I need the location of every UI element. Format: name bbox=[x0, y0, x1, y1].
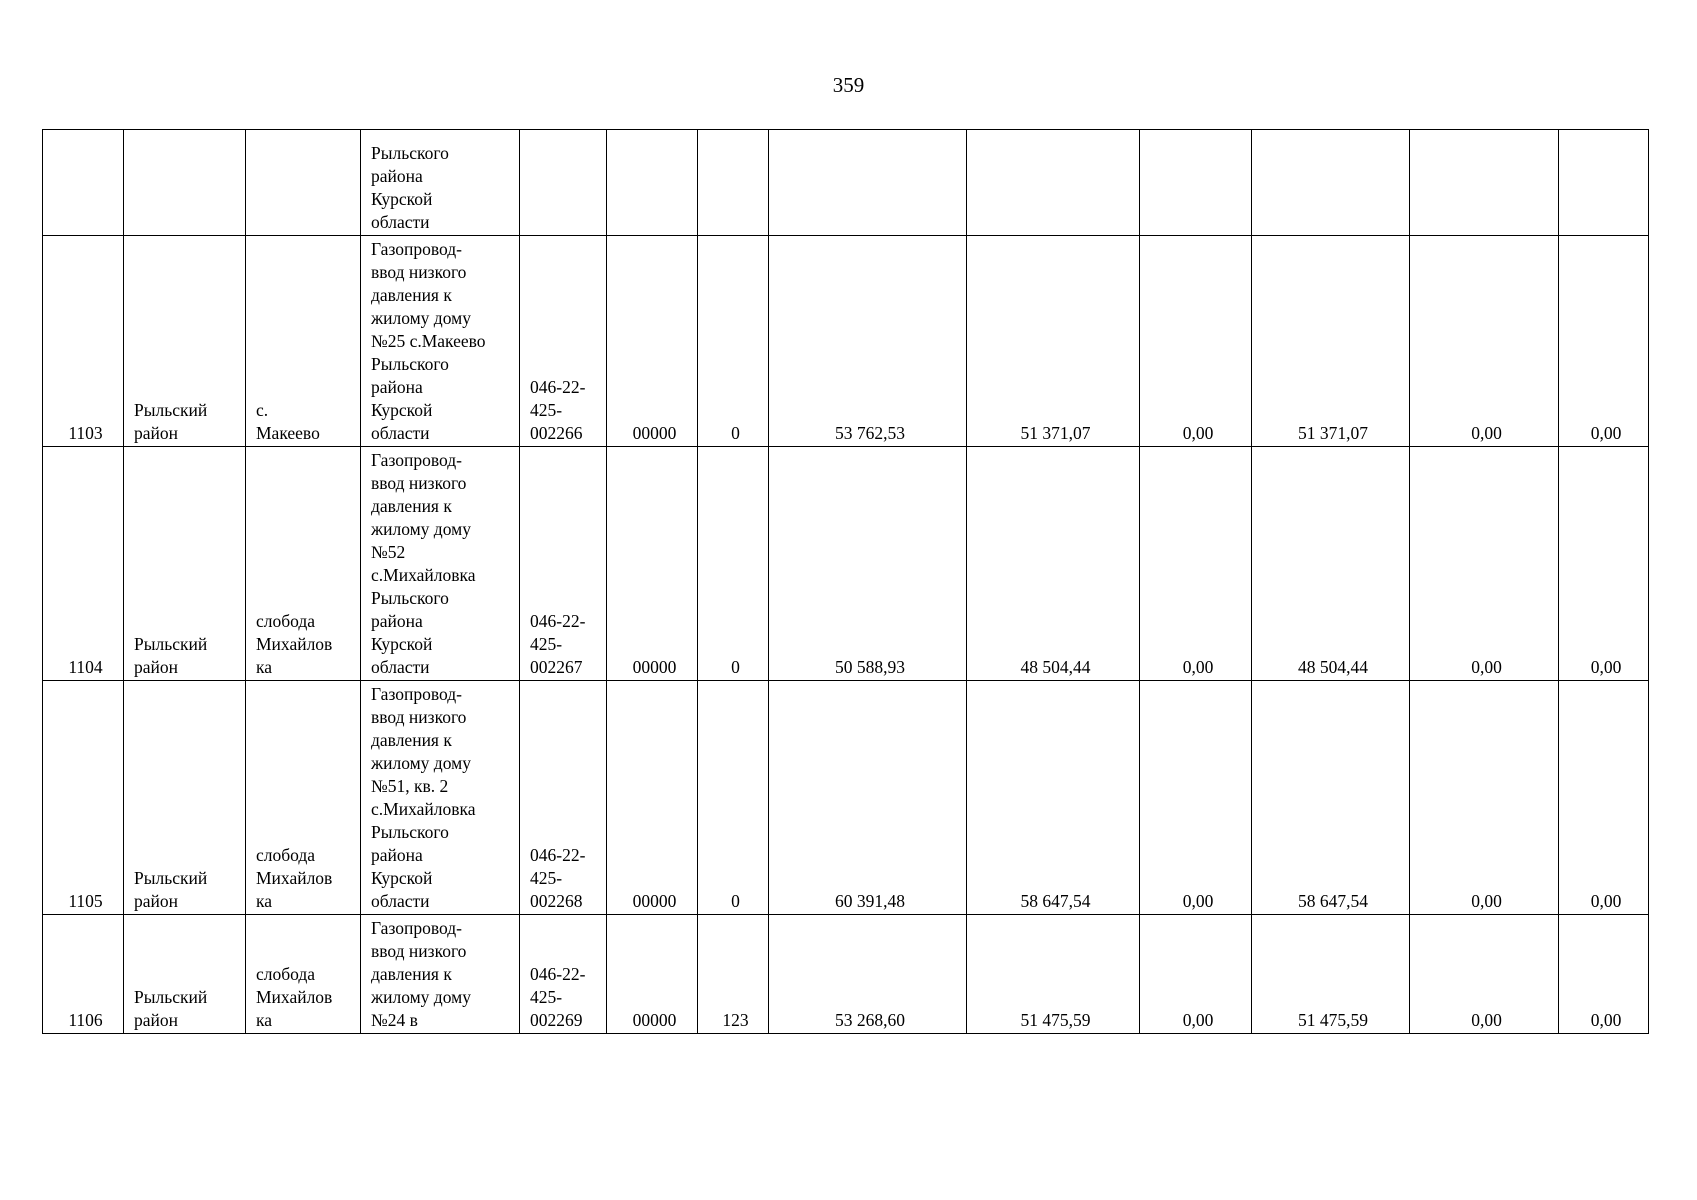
cell-num: 1106 bbox=[43, 915, 124, 1034]
cell-col10: 0,00 bbox=[1140, 681, 1252, 915]
cell-col12: 0,00 bbox=[1410, 915, 1559, 1034]
cell-col13: 0,00 bbox=[1559, 681, 1649, 915]
cell-col12: 0,00 bbox=[1410, 236, 1559, 447]
cell-col6 bbox=[607, 130, 698, 236]
cell-col6: 00000 bbox=[607, 681, 698, 915]
cell-col11: 51 475,59 bbox=[1252, 915, 1410, 1034]
cell-col13: 0,00 bbox=[1559, 236, 1649, 447]
cell-settlement: слобода Михайлов ка bbox=[246, 915, 361, 1034]
cell-district: Рыльский район bbox=[124, 236, 246, 447]
cell-num: 1103 bbox=[43, 236, 124, 447]
cell-settlement: с. Макеево bbox=[246, 236, 361, 447]
page-number: 359 bbox=[832, 73, 865, 97]
cell-col8 bbox=[769, 130, 967, 236]
cell-col12 bbox=[1410, 130, 1559, 236]
cell-district: Рыльский район bbox=[124, 681, 246, 915]
cell-col6: 00000 bbox=[607, 915, 698, 1034]
cell-col7 bbox=[698, 130, 769, 236]
cell-description: Газопровод- ввод низкого давления к жилому дому №52 с.Михайловка Рыльского района Курской области bbox=[361, 447, 520, 681]
cell-col9: 58 647,54 bbox=[967, 681, 1140, 915]
cell-col7: 123 bbox=[698, 915, 769, 1034]
cell-description: Газопровод- ввод низкого давления к жилому дому №51, кв. 2 с.Михайловка Рыльского района Курской области bbox=[361, 681, 520, 915]
cell-col10 bbox=[1140, 130, 1252, 236]
cell-col8: 53 762,53 bbox=[769, 236, 967, 447]
cell-description: Газопровод- ввод низкого давления к жилому дому №24 в bbox=[361, 915, 520, 1034]
cell-col8: 53 268,60 bbox=[769, 915, 967, 1034]
cell-col7: 0 bbox=[698, 236, 769, 447]
cell-description: Газопровод- ввод низкого давления к жилому дому №25 с.Макеево Рыльского района Курской области bbox=[361, 236, 520, 447]
cell-code: 046-22- 425- 002269 bbox=[520, 915, 607, 1034]
cell-code bbox=[520, 130, 607, 236]
cell-code: 046-22- 425- 002266 bbox=[520, 236, 607, 447]
cell-district: Рыльский район bbox=[124, 915, 246, 1034]
cell-district: Рыльский район bbox=[124, 447, 246, 681]
cell-district bbox=[124, 130, 246, 236]
cell-col12: 0,00 bbox=[1410, 681, 1559, 915]
cell-col9: 51 475,59 bbox=[967, 915, 1140, 1034]
cell-settlement: слобода Михайлов ка bbox=[246, 681, 361, 915]
cell-col10: 0,00 bbox=[1140, 447, 1252, 681]
table-row bbox=[43, 130, 1649, 236]
data-table bbox=[42, 129, 1649, 1034]
cell-col6: 00000 bbox=[607, 236, 698, 447]
cell-num bbox=[43, 130, 124, 236]
cell-num: 1105 bbox=[43, 681, 124, 915]
cell-col7: 0 bbox=[698, 447, 769, 681]
cell-col8: 50 588,93 bbox=[769, 447, 967, 681]
cell-settlement bbox=[246, 130, 361, 236]
cell-col10: 0,00 bbox=[1140, 915, 1252, 1034]
cell-col11: 51 371,07 bbox=[1252, 236, 1410, 447]
cell-description: Рыльского района Курской области bbox=[361, 130, 520, 236]
cell-settlement: слобода Михайлов ка bbox=[246, 447, 361, 681]
cell-col7: 0 bbox=[698, 681, 769, 915]
cell-col9 bbox=[967, 130, 1140, 236]
cell-code: 046-22- 425- 002267 bbox=[520, 447, 607, 681]
cell-code: 046-22- 425- 002268 bbox=[520, 681, 607, 915]
cell-col11: 58 647,54 bbox=[1252, 681, 1410, 915]
cell-col8: 60 391,48 bbox=[769, 681, 967, 915]
cell-col13: 0,00 bbox=[1559, 915, 1649, 1034]
cell-col12: 0,00 bbox=[1410, 447, 1559, 681]
table-row bbox=[43, 681, 1649, 915]
cell-col11: 48 504,44 bbox=[1252, 447, 1410, 681]
table-row bbox=[43, 447, 1649, 681]
cell-col6: 00000 bbox=[607, 447, 698, 681]
cell-col13 bbox=[1559, 130, 1649, 236]
table-row bbox=[43, 915, 1649, 1034]
table-row bbox=[43, 236, 1649, 447]
cell-num: 1104 bbox=[43, 447, 124, 681]
cell-col11 bbox=[1252, 130, 1410, 236]
cell-col9: 48 504,44 bbox=[967, 447, 1140, 681]
cell-col13: 0,00 bbox=[1559, 447, 1649, 681]
cell-col9: 51 371,07 bbox=[967, 236, 1140, 447]
cell-col10: 0,00 bbox=[1140, 236, 1252, 447]
